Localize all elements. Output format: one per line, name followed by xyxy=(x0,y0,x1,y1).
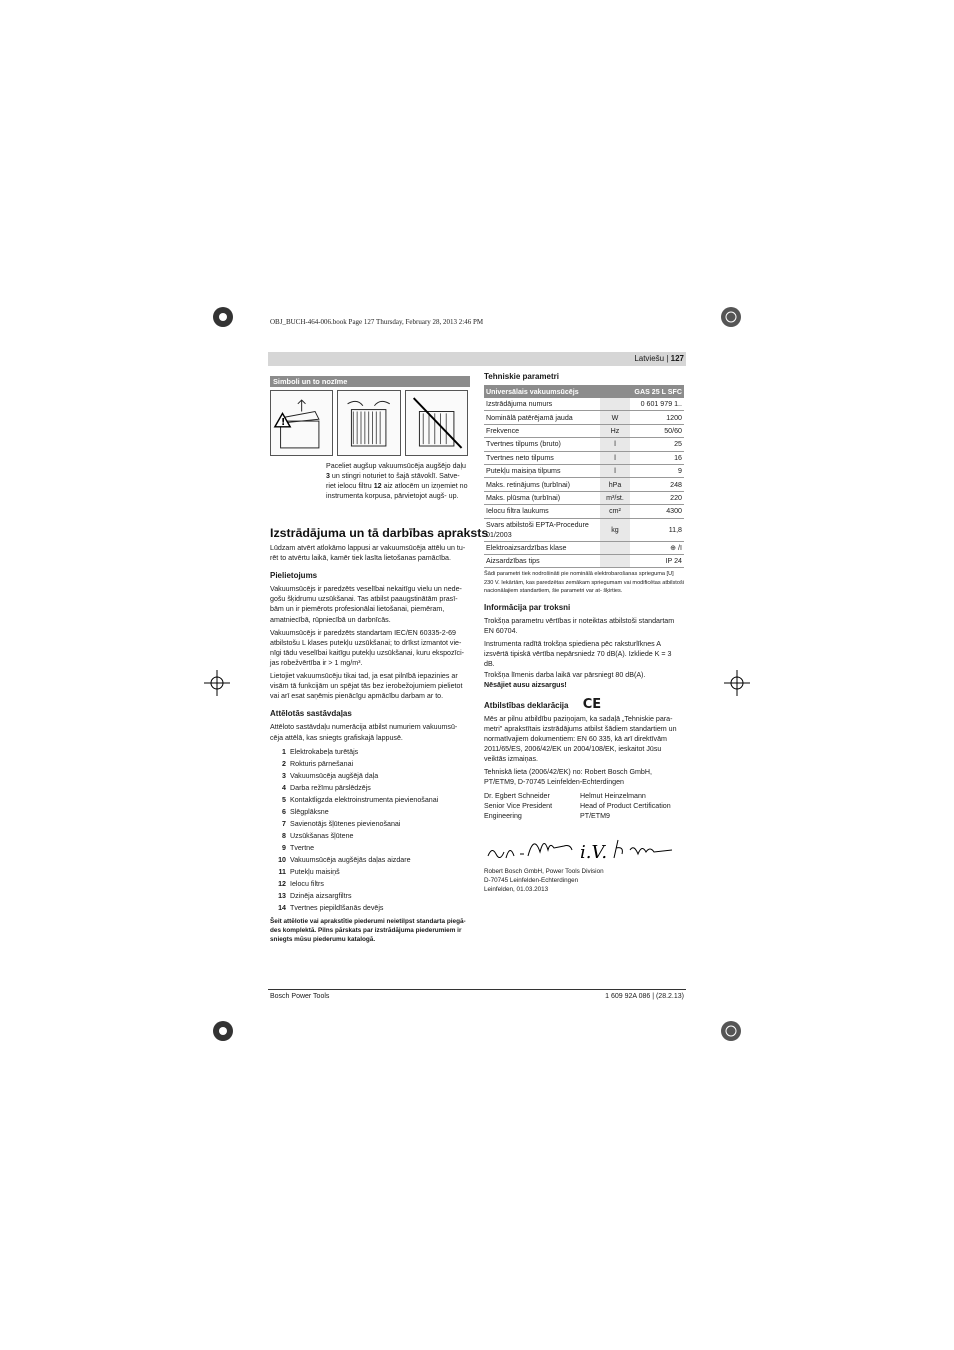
param-label: Putekļu maisiņa tilpums xyxy=(484,465,600,478)
part-label: Tvertne xyxy=(290,843,315,852)
intro-text: Lūdzam atvērt atlokāmo lappusi ar vakuumsūcēja attēlu un tu- rēt to atvērtu laikā, kamēr tiek lasīta lietošanas pamācība. xyxy=(270,544,466,563)
table-row xyxy=(484,411,684,424)
part-number: 11 xyxy=(278,867,286,876)
param-unit: hPa xyxy=(600,478,630,491)
part-number: 3 xyxy=(282,771,286,780)
text-line: Engineering xyxy=(484,811,522,820)
list-item xyxy=(270,890,470,902)
part-label: Elektrokabeļa turētājs xyxy=(290,747,359,756)
param-label: Nominālā patērējamā jauda xyxy=(484,411,600,424)
part-label: Vakuumsūcēja augšējā daļa xyxy=(290,771,379,780)
part-label: Ielocu filtrs xyxy=(290,879,324,888)
table-row xyxy=(484,541,684,554)
svg-text:!: ! xyxy=(281,416,286,428)
param-value: 25 xyxy=(630,438,684,451)
parts-heading: Attēlotās sastāvdaļas xyxy=(270,709,352,719)
registration-mark xyxy=(720,306,742,328)
param-value: 220 xyxy=(630,491,684,504)
param-value: IP 24 xyxy=(630,555,684,568)
param-label: Tvertnes tilpums (bruto) xyxy=(484,438,600,451)
part-label: Slēgplāksne xyxy=(290,807,329,816)
text-line: Head of Product Certification xyxy=(580,801,671,810)
signatures xyxy=(484,832,684,866)
symbols-title: Simboli un to nozīme xyxy=(270,376,470,387)
part-label: Uzsūkšanas šļūtene xyxy=(290,831,354,840)
part-number: 13 xyxy=(278,891,286,900)
table-head-row xyxy=(484,385,684,398)
registration-mark xyxy=(212,306,234,328)
table-row xyxy=(484,451,684,464)
page-number: 127 xyxy=(670,354,684,363)
part-number: 4 xyxy=(282,783,286,792)
symbols-caption: Paceliet augšup vakuumsūcēja augšējo daļu 3 un stingri noturiet to šajā stāvoklī. Satve- riet ielocu filtru 12 aiz atlocēm un izņemiet no instrumenta korpusa, pārvietojot augš- up. xyxy=(326,462,468,501)
noise-paragraph: Trokšņa līmenis darba laikā var pārsniegt 80 dB(A). xyxy=(484,670,646,679)
text-line: Senior Vice President xyxy=(484,801,553,810)
part-label: Dzinēja aizsargfiltrs xyxy=(290,891,352,900)
table-row xyxy=(484,518,684,541)
part-number: 8 xyxy=(282,831,286,840)
list-item xyxy=(270,842,470,854)
param-unit xyxy=(600,398,630,411)
param-value: 0 601 979 1.. xyxy=(630,398,684,411)
table-row xyxy=(484,424,684,437)
noise-heading: Informācija par troksni xyxy=(484,603,571,612)
signatories xyxy=(484,791,684,821)
table-row xyxy=(484,478,684,491)
svg-text:i.V.: i.V. xyxy=(580,842,608,863)
table-row xyxy=(484,438,684,451)
param-label: Maks. plūsma (turbīnai) xyxy=(484,491,600,504)
header-bar xyxy=(268,352,686,366)
figure-lift-top xyxy=(270,390,333,456)
param-unit: l xyxy=(600,438,630,451)
footer-code: 1 609 92A 086 | (28.2.13) xyxy=(605,993,684,1000)
signatory-right xyxy=(580,791,671,821)
list-item xyxy=(270,770,470,782)
table-row xyxy=(484,465,684,478)
use-paragraph: Vakuumsūcējs ir paredzēts veselībai nekaitīgu vielu un nede- gošu šķidrumu uzsūkšanai. Tas atbilst paaugstinātām prasī- bām un ir piemērots profesionālai lietošanai, piemēram, amatniecībā, rūpniecībā un darbnīcās. xyxy=(270,585,462,624)
right-body xyxy=(484,372,684,821)
list-item xyxy=(270,866,470,878)
table-row xyxy=(484,505,684,518)
parts-list xyxy=(270,746,470,914)
tech-heading: Tehniskie parametri xyxy=(484,372,559,381)
list-item xyxy=(270,746,470,758)
list-item xyxy=(270,806,470,818)
registration-mark xyxy=(720,1020,742,1042)
table-row xyxy=(484,491,684,504)
param-label: Maks. retinājums (turbīnai) xyxy=(484,478,600,491)
header-language: Latviešu xyxy=(634,354,665,363)
param-label: Svars atbilstoši EPTA-Procedure 01/2003 xyxy=(484,518,600,541)
part-label: Kontaktligzda elektroinstrumenta pievienošanai xyxy=(290,795,439,804)
table-note: Šādi parametri tiek nodrošināti pie nominālā elektrobarošanas sprieguma [U] 230 V. Iekārtām, kas paredzētas zemākam spriegumam vai modificētas atbilstoši nacionālajiem standartiem, šie parametri var at- šķirties. xyxy=(484,571,685,594)
parts-intro: Attēloto sastāvdaļu numerācija atbilst numuriem vakuumsū- cēja attēlā, kas sniegts grafiskajā lappusē. xyxy=(270,723,458,742)
page-header: Latviešu | 127 xyxy=(634,354,684,363)
param-value: 16 xyxy=(630,451,684,464)
param-label: Ielocu filtra laukums xyxy=(484,505,600,518)
list-item xyxy=(270,854,470,866)
print-slug: OBJ_BUCH-464-006.book Page 127 Thursday, February 28, 2013 2:46 PM xyxy=(270,318,484,326)
text-line: Dr. Egbert Schneider xyxy=(484,791,550,800)
signatory-left xyxy=(484,791,580,821)
crosshair-mark xyxy=(204,670,230,696)
registration-mark xyxy=(212,1020,234,1042)
part-label: Savienotājs šļūtenes pievienošanai xyxy=(290,819,401,828)
footer-brand: Bosch Power Tools xyxy=(270,993,330,1000)
param-unit: cm² xyxy=(600,505,630,518)
part-label: Rokturis pārnešanai xyxy=(290,759,354,768)
part-label: Tvertnes piepildīšanās devējs xyxy=(290,903,384,912)
param-label: Frekvence xyxy=(484,424,600,437)
text-line: Leinfelden, 01.03.2013 xyxy=(484,886,549,894)
company-address xyxy=(484,867,684,895)
param-value: 9 xyxy=(630,465,684,478)
param-unit: l xyxy=(600,451,630,464)
part-label: Darba režīmu pārslēdzējs xyxy=(290,783,371,792)
symbols-figures xyxy=(270,390,468,456)
noise-warning: Nēsājiet ausu aizsargus! xyxy=(484,680,567,689)
use-heading: Pielietojums xyxy=(270,571,318,581)
param-unit: kg xyxy=(600,518,630,541)
left-body xyxy=(270,543,470,947)
table-head-label: Universālais vakuumsūcējs xyxy=(484,385,600,398)
part-number: 7 xyxy=(282,819,286,828)
param-unit xyxy=(600,541,630,554)
table-row xyxy=(484,398,684,411)
use-paragraph: Vakuumsūcējs ir paredzēts standartam IEC/EN 60335-2-69 atbilstošu L klases putekļu uzsūkšanai; to drīkst izmantot vie- nīgi tādu veselībai kaitīgu putekļu uzsūkšanai, kuru ekspozīci- jas robežvērtība ir > 1 mg/m³. xyxy=(270,628,465,667)
list-item xyxy=(270,878,470,890)
text-line: PT/ETM9 xyxy=(580,811,610,820)
part-number: 9 xyxy=(282,843,286,852)
tech-table xyxy=(484,385,684,568)
noise-paragraph: Instrumenta radītā trokšņa spiediena pēc raksturlīknes A izsvērtā tipiskā vērtība nepārsniedz 70 dB(A). Izkliede K = 3 dB. xyxy=(484,640,672,669)
param-unit: m³/st. xyxy=(600,491,630,504)
param-value: ⊕ /I xyxy=(630,541,684,554)
param-unit: Hz xyxy=(600,424,630,437)
list-item xyxy=(270,830,470,842)
param-value: 11,8 xyxy=(630,518,684,541)
list-item xyxy=(270,902,470,914)
decl-paragraph: Mēs ar pilnu atbildību paziņojam, ka sadaļā „Tehniskie para- metri" aprakstītais izstrādājums atbilst šādiem standartiem un normatīvajiem dokumentiem: EN 60 335, kā arī direktīvām 2011/65/ES, 2006/42/EK un 2004/108/EK, ieskaitot Jūsu veiktās izmaiņas. xyxy=(484,714,677,764)
footer-line xyxy=(268,989,686,990)
part-number: 12 xyxy=(278,879,286,888)
param-value: 50/60 xyxy=(630,424,684,437)
param-value: 4300 xyxy=(630,505,684,518)
param-label: Aizsardzības tips xyxy=(484,555,600,568)
main-heading: Izstrādājuma un tā darbības apraksts xyxy=(270,526,489,540)
list-item xyxy=(270,782,470,794)
param-unit: l xyxy=(600,465,630,478)
part-label: Putekļu maisiņš xyxy=(290,867,340,876)
param-label: Elektroaizsardzības klase xyxy=(484,541,600,554)
part-number: 14 xyxy=(278,903,286,912)
decl-paragraph: Tehniskā lieta (2006/42/EK) no: Robert Bosch GmbH, PT/ETM9, D-70745 Leinfelden-Echterdingen xyxy=(484,768,652,787)
list-item xyxy=(270,794,470,806)
text-line: Robert Bosch GmbH, Power Tools Division xyxy=(484,868,604,875)
param-unit: W xyxy=(600,411,630,424)
figure-filter-removal xyxy=(337,390,400,456)
part-number: 10 xyxy=(278,855,286,864)
use-paragraph: Lietojiet vakuumsūcēju tikai tad, ja esat pilnībā iepazinies ar visām tā funkcijām un spējat tās bez ierobežojumiem pielietot vai arī esat saņēmis pienācīgu apmācību darbam ar to. xyxy=(270,672,463,701)
decl-heading: Atbilstības deklarācija CE xyxy=(484,696,602,712)
param-label: Izstrādājuma numurs xyxy=(484,398,600,411)
param-label: Tvertnes neto tilpums xyxy=(484,451,600,464)
list-item xyxy=(270,818,470,830)
crosshair-mark xyxy=(724,670,750,696)
noise-paragraph: Trokšņa parametru vērtības ir noteiktas atbilstoši standartam EN 60704. xyxy=(484,617,675,636)
text-line: D-70745 Leinfelden-Echterdingen xyxy=(484,877,579,885)
param-value: 248 xyxy=(630,478,684,491)
table-head-model: GAS 25 L SFC xyxy=(630,385,684,398)
part-number: 1 xyxy=(282,747,286,756)
part-number: 2 xyxy=(282,759,286,768)
part-label: Vakuumsūcēja augšējās daļas aizdare xyxy=(290,855,411,864)
param-unit xyxy=(600,555,630,568)
param-value: 1200 xyxy=(630,411,684,424)
part-number: 5 xyxy=(282,795,286,804)
list-item xyxy=(270,758,470,770)
part-number: 6 xyxy=(282,807,286,816)
ce-mark: CE xyxy=(582,696,602,712)
text-line: Helmut Heinzelmann xyxy=(580,791,646,800)
table-row xyxy=(484,555,684,568)
parts-note: Šeit attēlotie vai aprakstītie piederumi neietilpst standarta piegā- des komplektā. Pilns pārskats par izstrādājuma piederumiem ir sniegts mūsu piederumu katalogā. xyxy=(270,917,466,943)
figure-filter-crossed xyxy=(405,390,468,456)
